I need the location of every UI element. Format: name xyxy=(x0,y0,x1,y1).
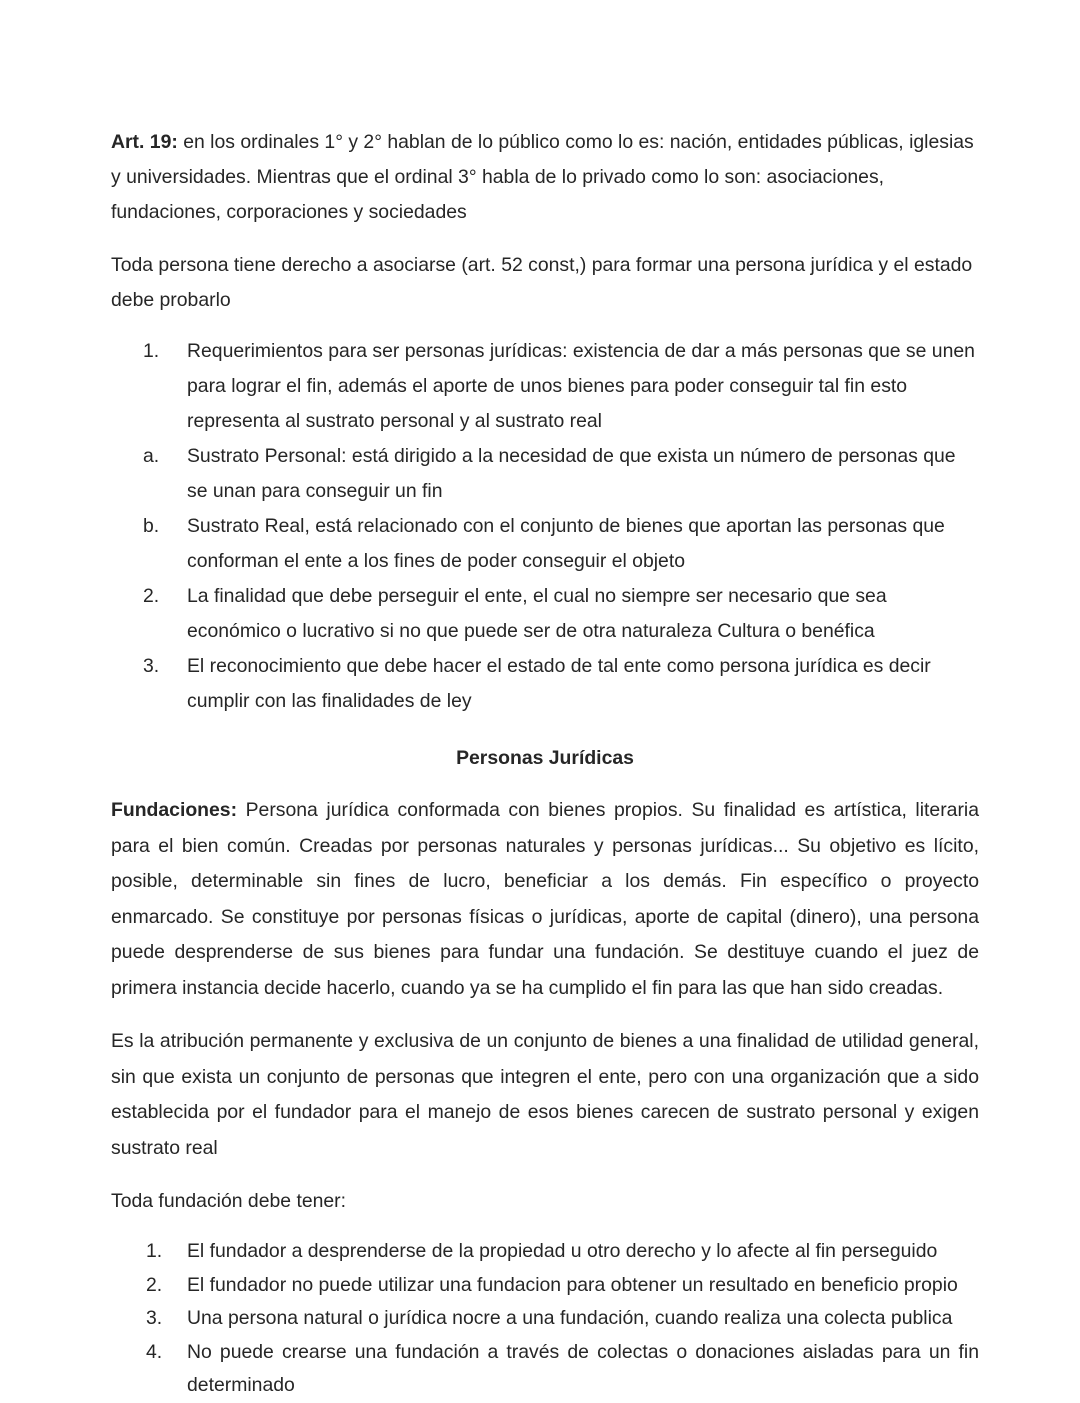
list-item-text: Requerimientos para ser personas jurídicas: existencia de dar a más personas que se unen para lograr el fin, además el aporte de unos bienes para poder conseguir tal fin esto representa al sustrato personal y al sustrato real xyxy=(187,340,975,432)
list-item xyxy=(111,334,979,439)
list-item xyxy=(111,509,979,579)
paragraph-fundaciones xyxy=(111,793,979,1006)
document-body xyxy=(111,125,979,1403)
list-marker: 2. xyxy=(146,1273,163,1296)
list-marker: 1. xyxy=(146,1240,163,1262)
list-item-text: No puede crearse una fundación a través de colectas o donaciones aisladas para un fin determinado xyxy=(187,1340,979,1396)
paragraph-asociarse: Toda persona tiene derecho a asociarse (art. 52 const,) para formar una persona jurídica y el estado debe probarlo xyxy=(111,254,973,311)
art19-label: Art. 19: xyxy=(111,131,178,153)
fundaciones-text: Persona jurídica conformada con bienes propios. Su finalidad es artística, literaria para el bien común. Creadas por personas naturales y personas jurídicas... Su objetivo es lícito, posible, determinable sin fines de lucro, beneficiar a los demás. Fin específico o proyecto enmarcado. Se constituye por personas físicas o jurídicas, aporte de capital (dinero), una persona puede desprenderse de sus bienes para fundar una fundación. Se destituye cuando el juez de primera instancia decide hacerlo, cuando ya se ha cumplido el fin para las que han sido creadas. xyxy=(111,799,979,999)
section-heading-personas-juridicas: Personas Jurídicas xyxy=(456,747,634,769)
list-item xyxy=(111,1269,979,1303)
list-item xyxy=(111,649,979,719)
requisitos-list xyxy=(111,334,979,719)
list-item-text: El reconocimiento que debe hacer el estado de tal ente como persona jurídica es decir cumplir con las finalidades de ley xyxy=(187,655,931,712)
list-item-text: Sustrato Real, está relacionado con el conjunto de bienes que aportan las personas que conforman el ente a los fines de poder conseguir el objeto xyxy=(187,515,945,572)
fundaciones-label: Fundaciones: xyxy=(111,799,238,821)
list-item xyxy=(111,1302,979,1336)
list-marker: 2. xyxy=(143,585,160,607)
list-item-text: El fundador a desprenderse de la propiedad u otro derecho y lo afecte al fin perseguido xyxy=(187,1240,938,1262)
list-item-text: Sustrato Personal: está dirigido a la necesidad de que exista un número de personas que se unan para conseguir un fin xyxy=(187,445,956,502)
paragraph-toda-fundacion: Toda fundación debe tener: xyxy=(111,1190,347,1212)
paragraph-atribucion: Es la atribución permanente y exclusiva de un conjunto de bienes a una finalidad de utilidad general, sin que exista un conjunto de personas que integren el ente, pero con una organización que a sido establecida por el fundador para el manejo de esos bienes carecen de sustrato personal y exigen sustrato real xyxy=(111,1030,979,1159)
list-marker: 1. xyxy=(143,340,160,362)
list-item-text: El fundador no puede utilizar una fundacion para obtener un resultado en beneficio propio xyxy=(187,1273,958,1296)
fundacion-requisitos-list xyxy=(111,1235,979,1403)
list-item-text: La finalidad que debe perseguir el ente, el cual no siempre ser necesario que sea económico o lucrativo si no que puede ser de otra naturaleza Cultura o benéfica xyxy=(187,585,887,642)
art19-text: en los ordinales 1° y 2° hablan de lo público como lo es: nación, entidades públicas, iglesias y universidades. Mientras que el ordinal 3° habla de lo privado como lo son: asociaciones, fundaciones, corporaciones y sociedades xyxy=(111,131,974,223)
list-marker: 3. xyxy=(146,1307,163,1329)
list-item-text: Una persona natural o jurídica nocre a una fundación, cuando realiza una colecta publica xyxy=(187,1307,953,1329)
list-marker: a. xyxy=(143,445,160,467)
list-item xyxy=(111,579,979,649)
list-marker: 3. xyxy=(143,655,160,677)
list-item xyxy=(111,1336,979,1403)
paragraph-art19 xyxy=(111,125,979,230)
list-item xyxy=(111,1235,979,1269)
list-marker: b. xyxy=(143,515,160,537)
list-item xyxy=(111,439,979,509)
list-marker: 4. xyxy=(146,1340,163,1363)
